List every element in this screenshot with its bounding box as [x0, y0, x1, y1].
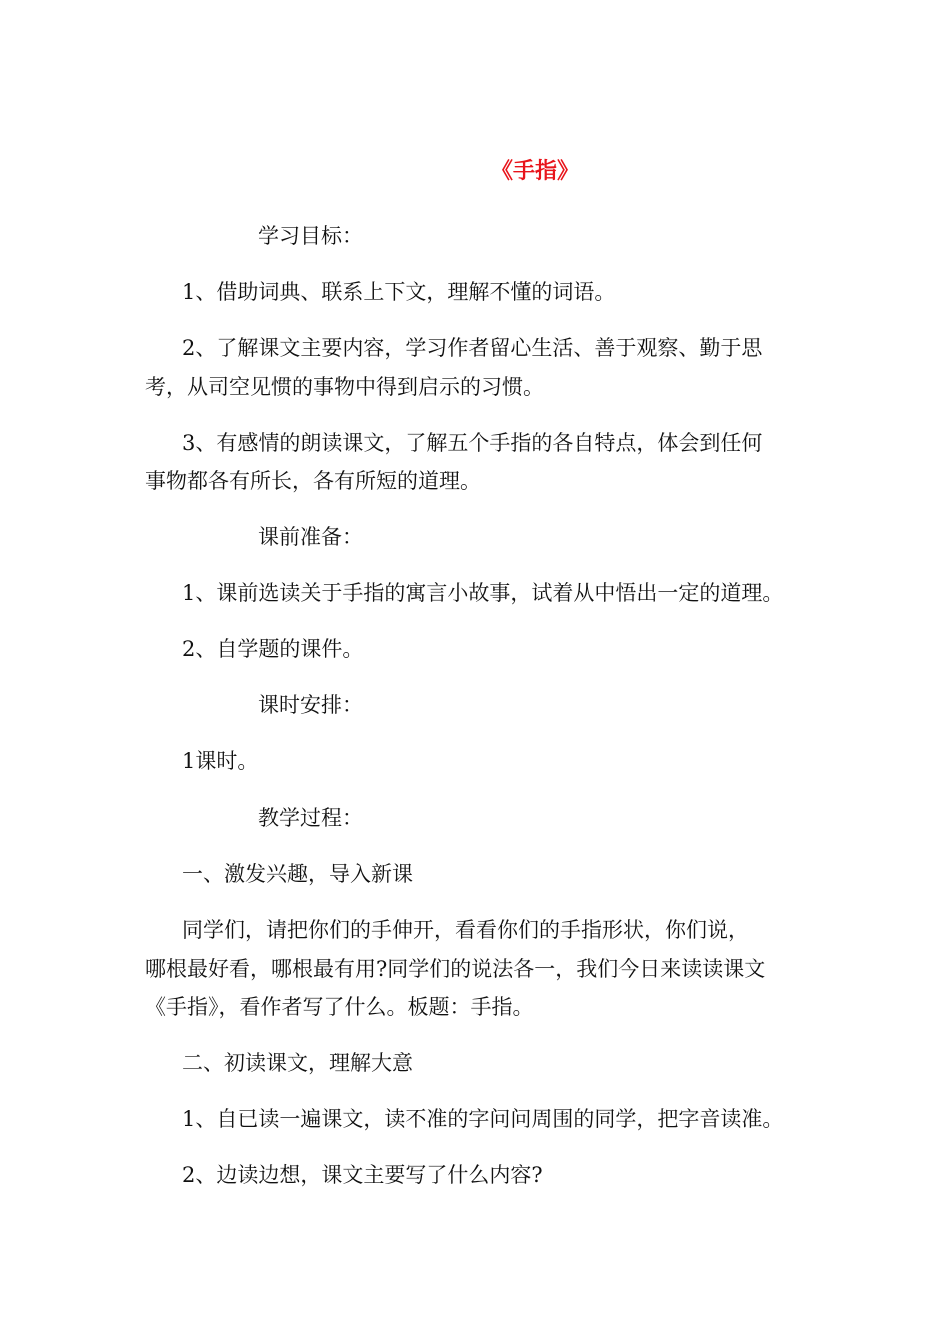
- paragraph-line: 同学们，请把你们的手伸开，看看你们的手指形状，你们说，: [182, 918, 749, 942]
- paragraph-line: 2、边读边想，课文主要写了什么内容?: [182, 1163, 543, 1187]
- paragraph-line: 2、了解课文主要内容，学习作者留心生活、善于观察、勤于思: [182, 336, 763, 360]
- paragraph-line: 1、课前选读关于手指的寓言小故事，试着从中悟出一定的道理。: [182, 581, 784, 605]
- section-heading-preparation: 课前准备：: [258, 525, 363, 549]
- section-heading-objectives: 学习目标：: [258, 224, 363, 248]
- subsection-heading: 一、激发兴趣，导入新课: [182, 862, 413, 886]
- paragraph-line: 哪根最好看，哪根最有用?同学们的说法各一，我们今日来读读课文: [145, 957, 766, 981]
- paragraph-line: 1、借助词典、联系上下文，理解不懂的词语。: [182, 280, 616, 304]
- paragraph-line: 考，从司空见惯的事物中得到启示的习惯。: [145, 375, 544, 399]
- paragraph-line: 3、有感情的朗读课文，了解五个手指的各自特点，体会到任何: [182, 431, 763, 455]
- section-heading-process: 教学过程：: [258, 806, 363, 830]
- paragraph-line: 《手指》，看作者写了什么。板题：手指。: [145, 995, 534, 1019]
- paragraph-line: 事物都各有所长，各有所短的道理。: [145, 469, 481, 493]
- section-heading-schedule: 课时安排：: [258, 693, 363, 717]
- paragraph-line: 1课时。: [182, 749, 259, 773]
- paragraph-line: 2、自学题的课件。: [182, 637, 364, 661]
- document-title: 《手指》: [490, 158, 579, 184]
- subsection-heading: 二、初读课文，理解大意: [182, 1051, 413, 1075]
- paragraph-line: 1、自已读一遍课文，读不准的字问问周围的同学，把字音读准。: [182, 1107, 784, 1131]
